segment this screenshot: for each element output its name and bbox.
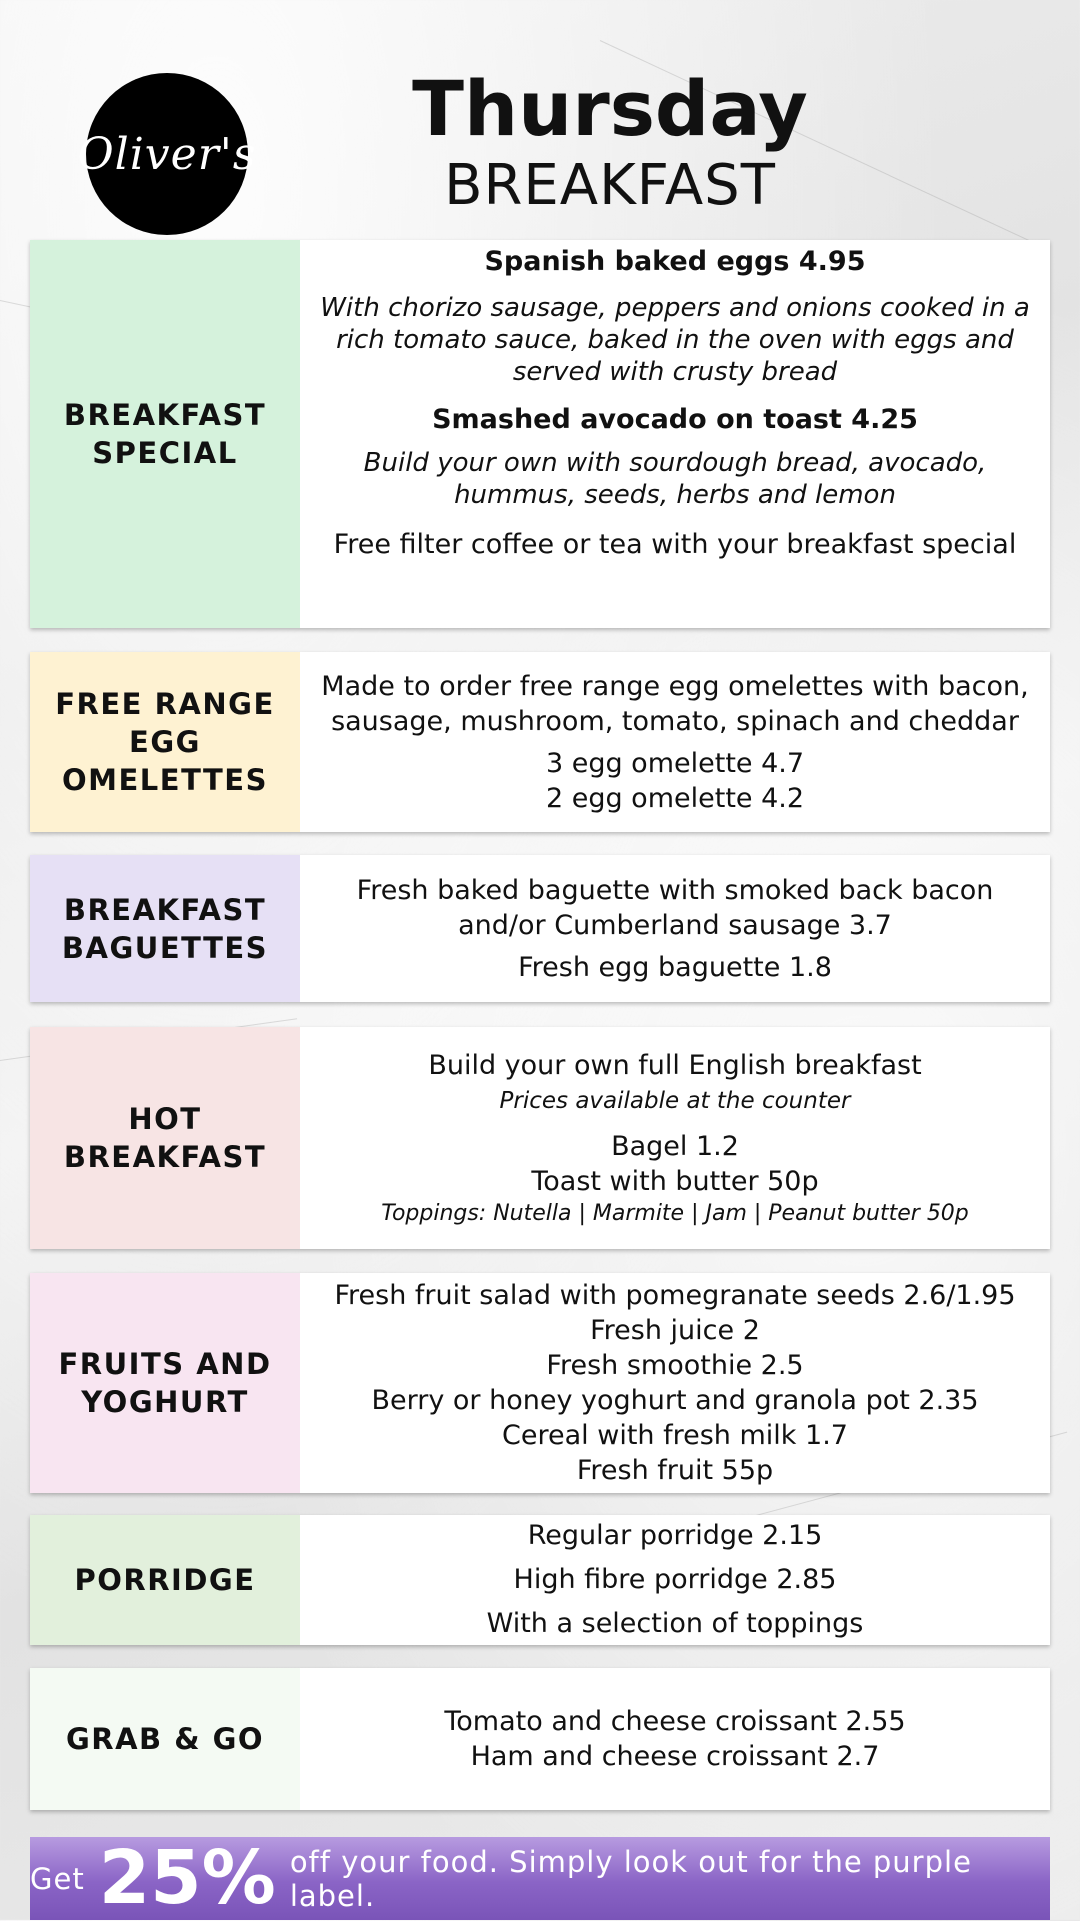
menu-item: 3 egg omelette 4.7 (545, 747, 805, 779)
section-label: FRUITS AND YOGHURT (30, 1273, 300, 1493)
menu-item: Ham and cheese croissant 2.7 (470, 1741, 880, 1772)
section-omelettes (30, 652, 1050, 832)
special-note: Free filter coffee or tea with your breakfast special (333, 529, 1017, 560)
section-grab-go (30, 1668, 1050, 1810)
menu-title (370, 66, 850, 220)
menu-item: Tomato and cheese croissant 2.55 (444, 1706, 906, 1737)
menu-item: Fresh smoothie 2.5 (546, 1350, 804, 1381)
menu-item: Toast with butter 50p (531, 1165, 819, 1197)
brand-logo (77, 73, 257, 235)
section-baguettes (30, 855, 1050, 1002)
day-heading: Thursday (412, 64, 808, 153)
logo-text: Oliver's (77, 128, 257, 180)
section-porridge (30, 1515, 1050, 1645)
menu-item: Fresh juice 2 (590, 1315, 760, 1346)
section-description: Made to order free range egg omelettes with bacon, sausage, mushroom, tomato, spinach and cheddar (321, 670, 1029, 737)
menu-item: Regular porridge 2.15 (527, 1520, 823, 1551)
menu-item: Fresh baked baguette with smoked back bacon and/or Cumberland sausage 3.7 (356, 874, 994, 941)
menu-item-title: Spanish baked eggs 4.95 (484, 246, 866, 277)
section-label: BREAKFAST SPECIAL (30, 240, 300, 628)
price-note: Prices available at the counter (499, 1087, 851, 1114)
menu-item-description: Build your own with sourdough bread, avocado, hummus, seeds, herbs and lemon (363, 448, 987, 510)
meal-heading: BREAKFAST (444, 153, 776, 218)
menu-item: Cereal with fresh milk 1.7 (502, 1420, 848, 1451)
menu-item: Berry or honey yoghurt and granola pot 2.35 (371, 1385, 979, 1416)
menu-item: 2 egg omelette 4.2 (545, 782, 805, 814)
section-breakfast-special (30, 240, 1050, 628)
menu-item: Fresh fruit salad with pomegranate seeds 2.6/1.95 (334, 1280, 1016, 1311)
section-label: PORRIDGE (30, 1515, 300, 1645)
promo-discount: 25% (98, 1835, 276, 1921)
menu-item: Fresh fruit 55p (576, 1455, 774, 1486)
menu-item: Fresh egg baguette 1.8 (518, 951, 832, 983)
menu-item: High fibre porridge 2.85 (513, 1564, 837, 1595)
toppings-note: Toppings: Nutella | Marmite | Jam | Peanut butter 50p (381, 1200, 969, 1226)
section-label: BREAKFAST BAGUETTES (30, 855, 300, 1002)
menu-item-title: Smashed avocado on toast 4.25 (432, 404, 918, 435)
section-label: GRAB & GO (30, 1668, 300, 1810)
menu-item: With a selection of toppings (486, 1608, 864, 1639)
menu-item: Bagel 1.2 (611, 1130, 739, 1162)
promo-banner (30, 1837, 1050, 1920)
section-fruits-yoghurt (30, 1273, 1050, 1493)
menu-item-description: With chorizo sausage, peppers and onions cooked in a rich tomato sauce, baked in the oven with eggs and served with crusty bread (320, 293, 1030, 387)
section-label: FREE RANGE EGG OMELETTES (30, 652, 300, 832)
promo-text: off your food. Simply look out for the purple label. (289, 1844, 972, 1913)
section-label: HOT BREAKFAST (30, 1027, 300, 1249)
menu-item: Build your own full English breakfast (428, 1049, 922, 1081)
section-hot-breakfast (30, 1027, 1050, 1249)
promo-prefix: Get (30, 1861, 85, 1896)
